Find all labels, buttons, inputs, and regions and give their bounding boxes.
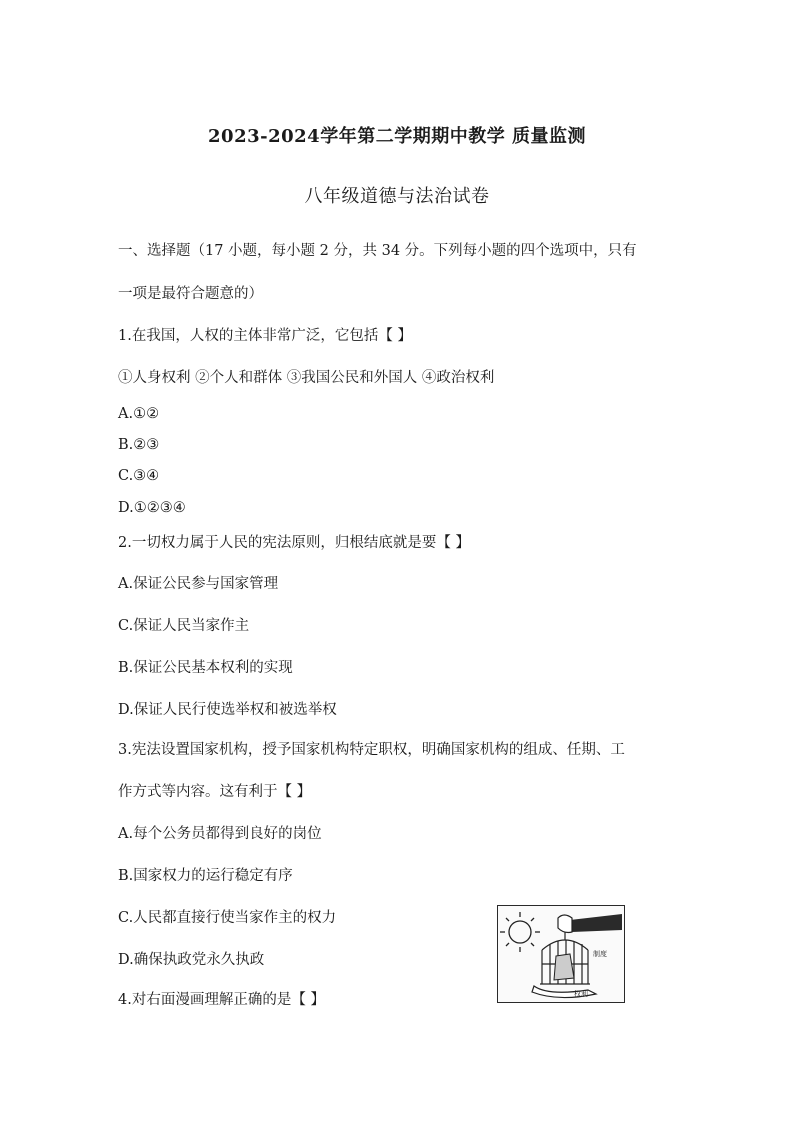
q1-items: ①人身权利 ②个人和群体 ③我国公民和外国人 ④政治权利 (118, 370, 495, 386)
q3-option-b: B.国家权力的运行稳定有序 (118, 868, 293, 884)
q3-stem-line-2: 作方式等内容。这有利于【 】 (118, 784, 312, 800)
sun-icon (500, 912, 540, 952)
section-heading-line-2: 一项是最符合题意的） (118, 286, 263, 302)
cartoon-image (497, 905, 625, 1003)
hand (558, 915, 572, 933)
arm-sleeve (570, 914, 622, 932)
q3-stem-line-1: 3.宪法设置国家机构，授予国家机构特定职权，明确国家机构的组成、任期、工 (118, 742, 625, 758)
section-heading-line-1: 一、选择题（17 小题，每小题 2 分，共 34 分。下列每小题的四个选项中，只有 (118, 243, 637, 259)
q4-stem: 4.对右面漫画理解正确的是【 】 (118, 992, 325, 1008)
q3-option-d: D.确保执政党永久执政 (118, 952, 265, 968)
q1-option-b: B.②③ (118, 437, 160, 453)
q1-stem: 1.在我国，人权的主体非常广泛，它包括【 】 (118, 328, 412, 344)
q3-option-a: A.每个公务员都得到良好的岗位 (118, 826, 322, 842)
exam-subtitle: 八年级道德与法治试卷 (304, 186, 490, 207)
q3-option-c: C.人民都直接行使当家作主的权力 (118, 910, 337, 926)
cartoon-label-right: 权利 (574, 990, 588, 998)
q1-option-c: C.③④ (118, 468, 160, 484)
q1-option-d: D.①②③④ (118, 500, 186, 516)
q2-option-c: C.保证人民当家作主 (118, 618, 250, 634)
caged-figure (554, 954, 574, 980)
cartoon-label-system: 制度 (593, 950, 607, 958)
q2-option-d: D.保证人民行使选举权和被选举权 (118, 702, 337, 718)
q2-stem: 2.一切权力属于人民的宪法原则，归根结底就是要【 】 (118, 535, 470, 551)
q2-option-a: A.保证公民参与国家管理 (118, 576, 279, 592)
exam-title: 2023-2024学年第二学期期中教学 质量监测 (208, 126, 586, 147)
cartoon-drawing (498, 906, 623, 1001)
q2-option-b: B.保证公民基本权利的实现 (118, 660, 293, 676)
q1-option-a: A.①② (118, 406, 160, 422)
